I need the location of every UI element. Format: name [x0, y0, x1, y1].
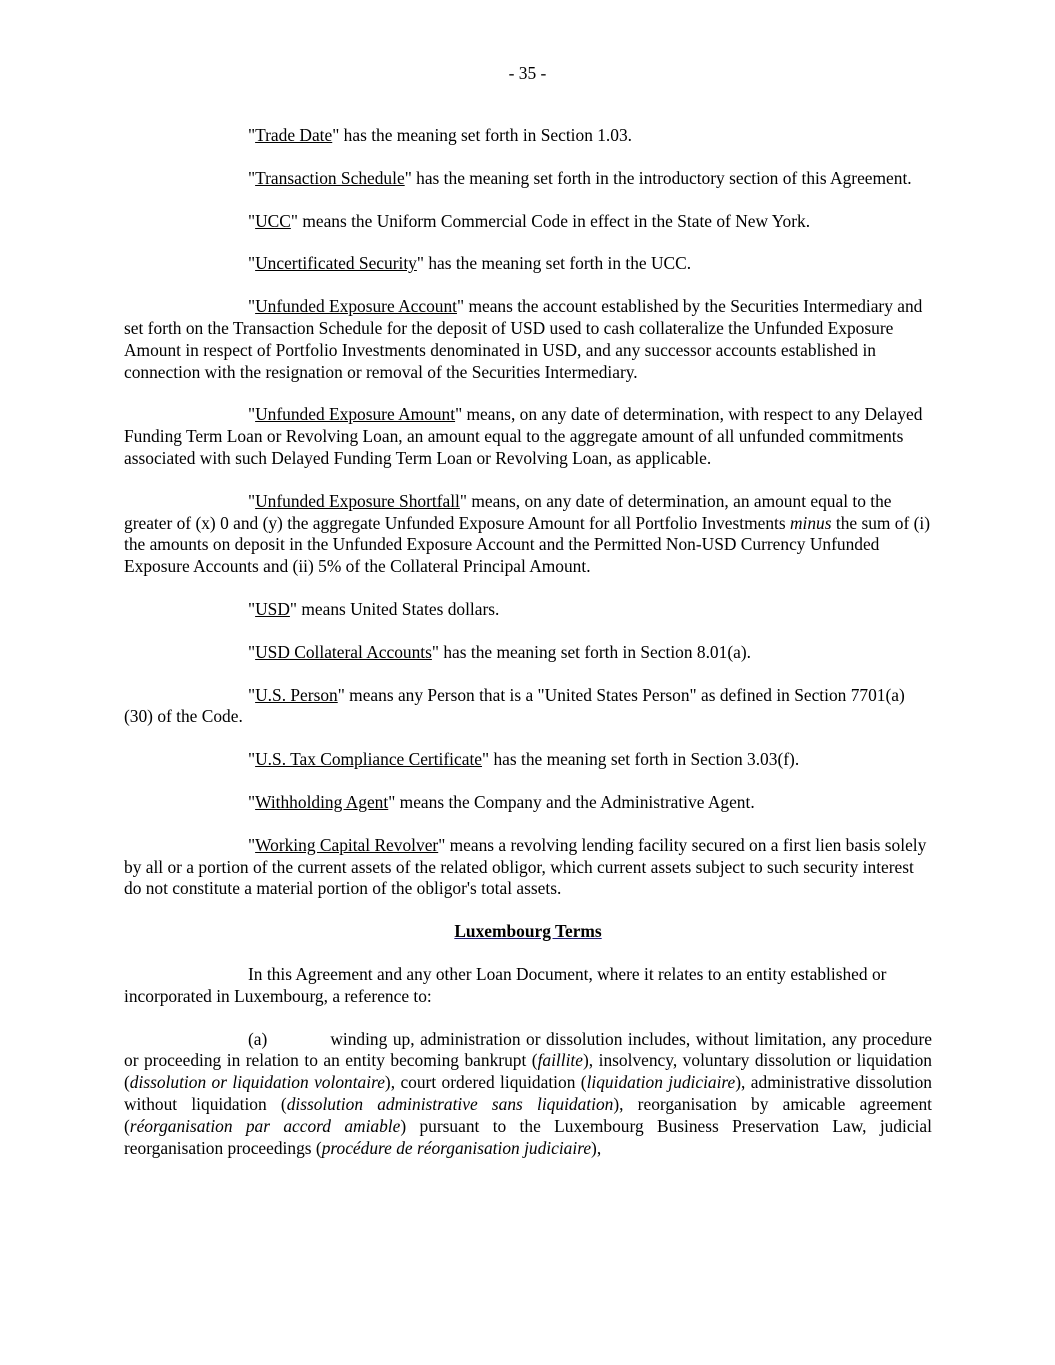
- definition-us-person: "U.S. Person" means any Person that is a "United States Person" as defined in Section 7701(a)(30) of the Code.: [124, 684, 905, 727]
- defined-term: USD Collateral Accounts: [255, 641, 432, 662]
- page-number: - 35 -: [508, 63, 547, 83]
- section-heading: Luxembourg Terms: [454, 921, 602, 942]
- definition-ucc: "UCC" means the Uniform Commercial Code in effect in the State of New York.: [248, 210, 811, 231]
- luxembourg-intro: In this Agreement and any other Loan Document, where it relates to an entity established or incorporated in Luxembourg, a reference to:: [124, 963, 887, 1006]
- defined-term: U.S. Person: [255, 684, 338, 705]
- defined-term: Working Capital Revolver: [255, 834, 439, 855]
- defined-term: Transaction Schedule: [255, 167, 405, 188]
- definition-uncertificated-security: "Uncertificated Security" has the meaning set forth in the UCC.: [248, 253, 692, 274]
- defined-term: Uncertificated Security: [255, 253, 417, 274]
- defined-term: UCC: [255, 210, 291, 231]
- luxembourg-item-a: (a) winding up, administration or dissolution includes, without limitation, any procedure or proceeding in relation to an entity becoming bankrupt (faillite), insolvency, voluntary dissolution or liquidation (dissolution or liquidation volontaire), court ordered liquidation (liquidation judiciaire), administrative dissolution without liquidation (dissolution administrative sans liquidation), reorganisation by amicable agreement (réorganisation par accord amiable) pursuant to the Luxembourg Business Preservation Law, judicial reorganisation proceedings (procédure de réorganisation judiciaire),: [124, 1028, 932, 1158]
- defined-term: U.S. Tax Compliance Certificate: [255, 749, 483, 770]
- definition-working-capital-revolver: "Working Capital Revolver" means a revolving lending facility secured on a first lien basis solely by all or a portion of the current assets of the related obligor, which current assets subject to such security interest do not constitute a material portion of the obligor's total assets.: [124, 834, 927, 899]
- defined-term: Withholding Agent: [255, 791, 389, 812]
- definition-unfunded-exposure-amount: "Unfunded Exposure Amount" means, on any date of determination, with respect to any Delayed Funding Term Loan or Revolving Loan, an amount equal to the aggregate amount of all unfunded commitments associated with such Delayed Funding Term Loan or Revolving Loan, as applicable.: [124, 404, 923, 468]
- document-body: [124, 125, 932, 1159]
- definition-unfunded-exposure-account: "Unfunded Exposure Account" means the account established by the Securities Intermediary and set forth on the Transaction Schedule for the deposit of USD used to cash collateralize the Unfunded Exposure Amount in respect of Portfolio Investments denominated in USD, and any successor accounts established in connection with the resignation or removal of the Securities Intermediary.: [124, 296, 923, 382]
- definition-unfunded-exposure-shortfall: "Unfunded Exposure Shortfall" means, on any date of determination, an amount equal to the greater of (x) 0 and (y) the aggregate Unfunded Exposure Amount for all Portfolio Investments minus the sum of (i) the amounts on deposit in the Unfunded Exposure Account and the Permitted Non-USD Currency Unfunded Exposure Accounts and (ii) 5% of the Collateral Principal Amount.: [124, 490, 931, 577]
- defined-term: Unfunded Exposure Account: [255, 296, 457, 317]
- item-label: (a): [248, 1028, 268, 1049]
- definition-usd: "USD" means United States dollars.: [248, 598, 500, 619]
- defined-term: Trade Date: [255, 125, 333, 145]
- defined-term: Unfunded Exposure Shortfall: [255, 490, 460, 511]
- definition-trade-date: "Trade Date" has the meaning set forth in Section 1.03.: [248, 125, 633, 145]
- definition-usd-collateral-accounts: "USD Collateral Accounts" has the meaning set forth in Section 8.01(a).: [248, 641, 751, 662]
- definition-us-tax-compliance-certificate: "U.S. Tax Compliance Certificate" has the meaning set forth in Section 3.03(f).: [248, 749, 800, 770]
- definition-withholding-agent: "Withholding Agent" means the Company and the Administrative Agent.: [248, 791, 755, 812]
- definition-transaction-schedule: "Transaction Schedule" has the meaning set forth in the introductory section of this Agreement.: [248, 167, 912, 188]
- defined-term: Unfunded Exposure Amount: [255, 404, 456, 425]
- defined-term: USD: [255, 598, 290, 619]
